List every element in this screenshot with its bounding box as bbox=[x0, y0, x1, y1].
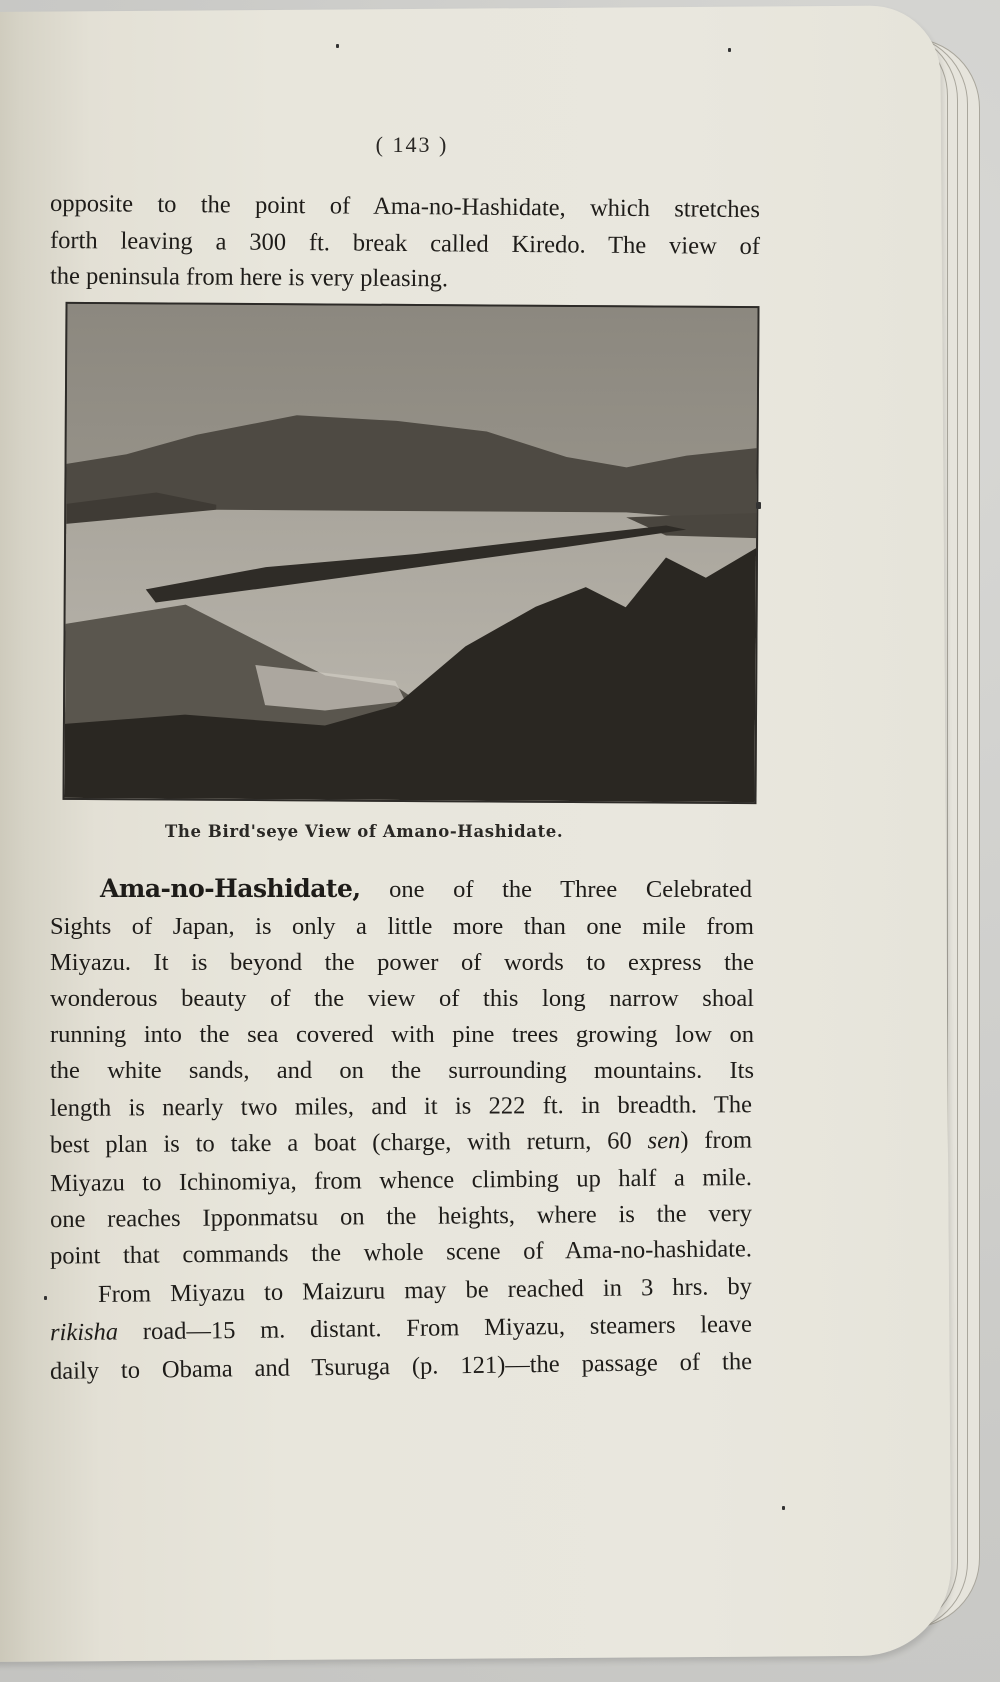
paragraph-lead: Ama-no-Hashidate, bbox=[100, 874, 361, 903]
text-line bbox=[50, 1126, 752, 1161]
text-line: wonderous beauty of the view of this long narrow shoal bbox=[50, 985, 754, 1012]
line-text: best plan is to take a boat (charge, with return, 60 bbox=[49, 1127, 648, 1159]
line-text: one of the Three Celebrated bbox=[360, 876, 752, 903]
text-line: one reaches Ipponmatsu on the heights, where is the very bbox=[49, 1199, 753, 1234]
text-line: Sights of Japan, is only a little more than one mile from bbox=[50, 913, 754, 940]
text-line: Miyazu. It is beyond the power of words to express the bbox=[50, 949, 754, 976]
text-line: opposite to the point of Ama-no-Hashidate, which stretches bbox=[49, 189, 761, 224]
paper-speck bbox=[44, 1296, 47, 1300]
landscape-illustration bbox=[64, 304, 757, 802]
italic-term: sen bbox=[647, 1127, 681, 1155]
page-number: ( 143 ) bbox=[375, 132, 449, 157]
text-line: running into the sea covered with pine trees growing low on bbox=[50, 1021, 754, 1048]
paper-speck bbox=[728, 48, 731, 52]
text-line: From Miyazu to Maizuru may be reached in 3 hrs. by bbox=[97, 1273, 753, 1308]
text-line bbox=[50, 1310, 752, 1349]
text-line: forth leaving a 300 ft. break called Kiredo. The view of bbox=[49, 226, 761, 261]
text-line: Miyazu to Ichinomiya, from whence climbing up half a mile. bbox=[49, 1163, 753, 1198]
paper-speck bbox=[756, 502, 761, 509]
paper-speck bbox=[336, 44, 339, 48]
line-text: ) from bbox=[680, 1126, 753, 1155]
line-text: road—15 m. distant. From Miyazu, steamers leave bbox=[117, 1310, 753, 1346]
figure-caption: The Bird'seye View of Amano-Hashidate. bbox=[165, 822, 564, 841]
text-line: daily to Obama and Tsuruga (p. 121)—the passage of the bbox=[49, 1348, 753, 1385]
text-line: length is nearly two miles, and it is 222 ft. in breadth. The bbox=[49, 1091, 753, 1122]
photo-amanohashidate bbox=[62, 302, 759, 804]
text-line: the peninsula from here is very pleasing. bbox=[49, 262, 449, 293]
italic-term: rikisha bbox=[49, 1318, 119, 1347]
text-line: point that commands the whole scene of Ama-no-hashidate. bbox=[49, 1235, 753, 1270]
text-line bbox=[100, 874, 752, 905]
paper-speck bbox=[782, 1506, 785, 1510]
text-line: the white sands, and on the surrounding mountains. Its bbox=[50, 1057, 754, 1084]
